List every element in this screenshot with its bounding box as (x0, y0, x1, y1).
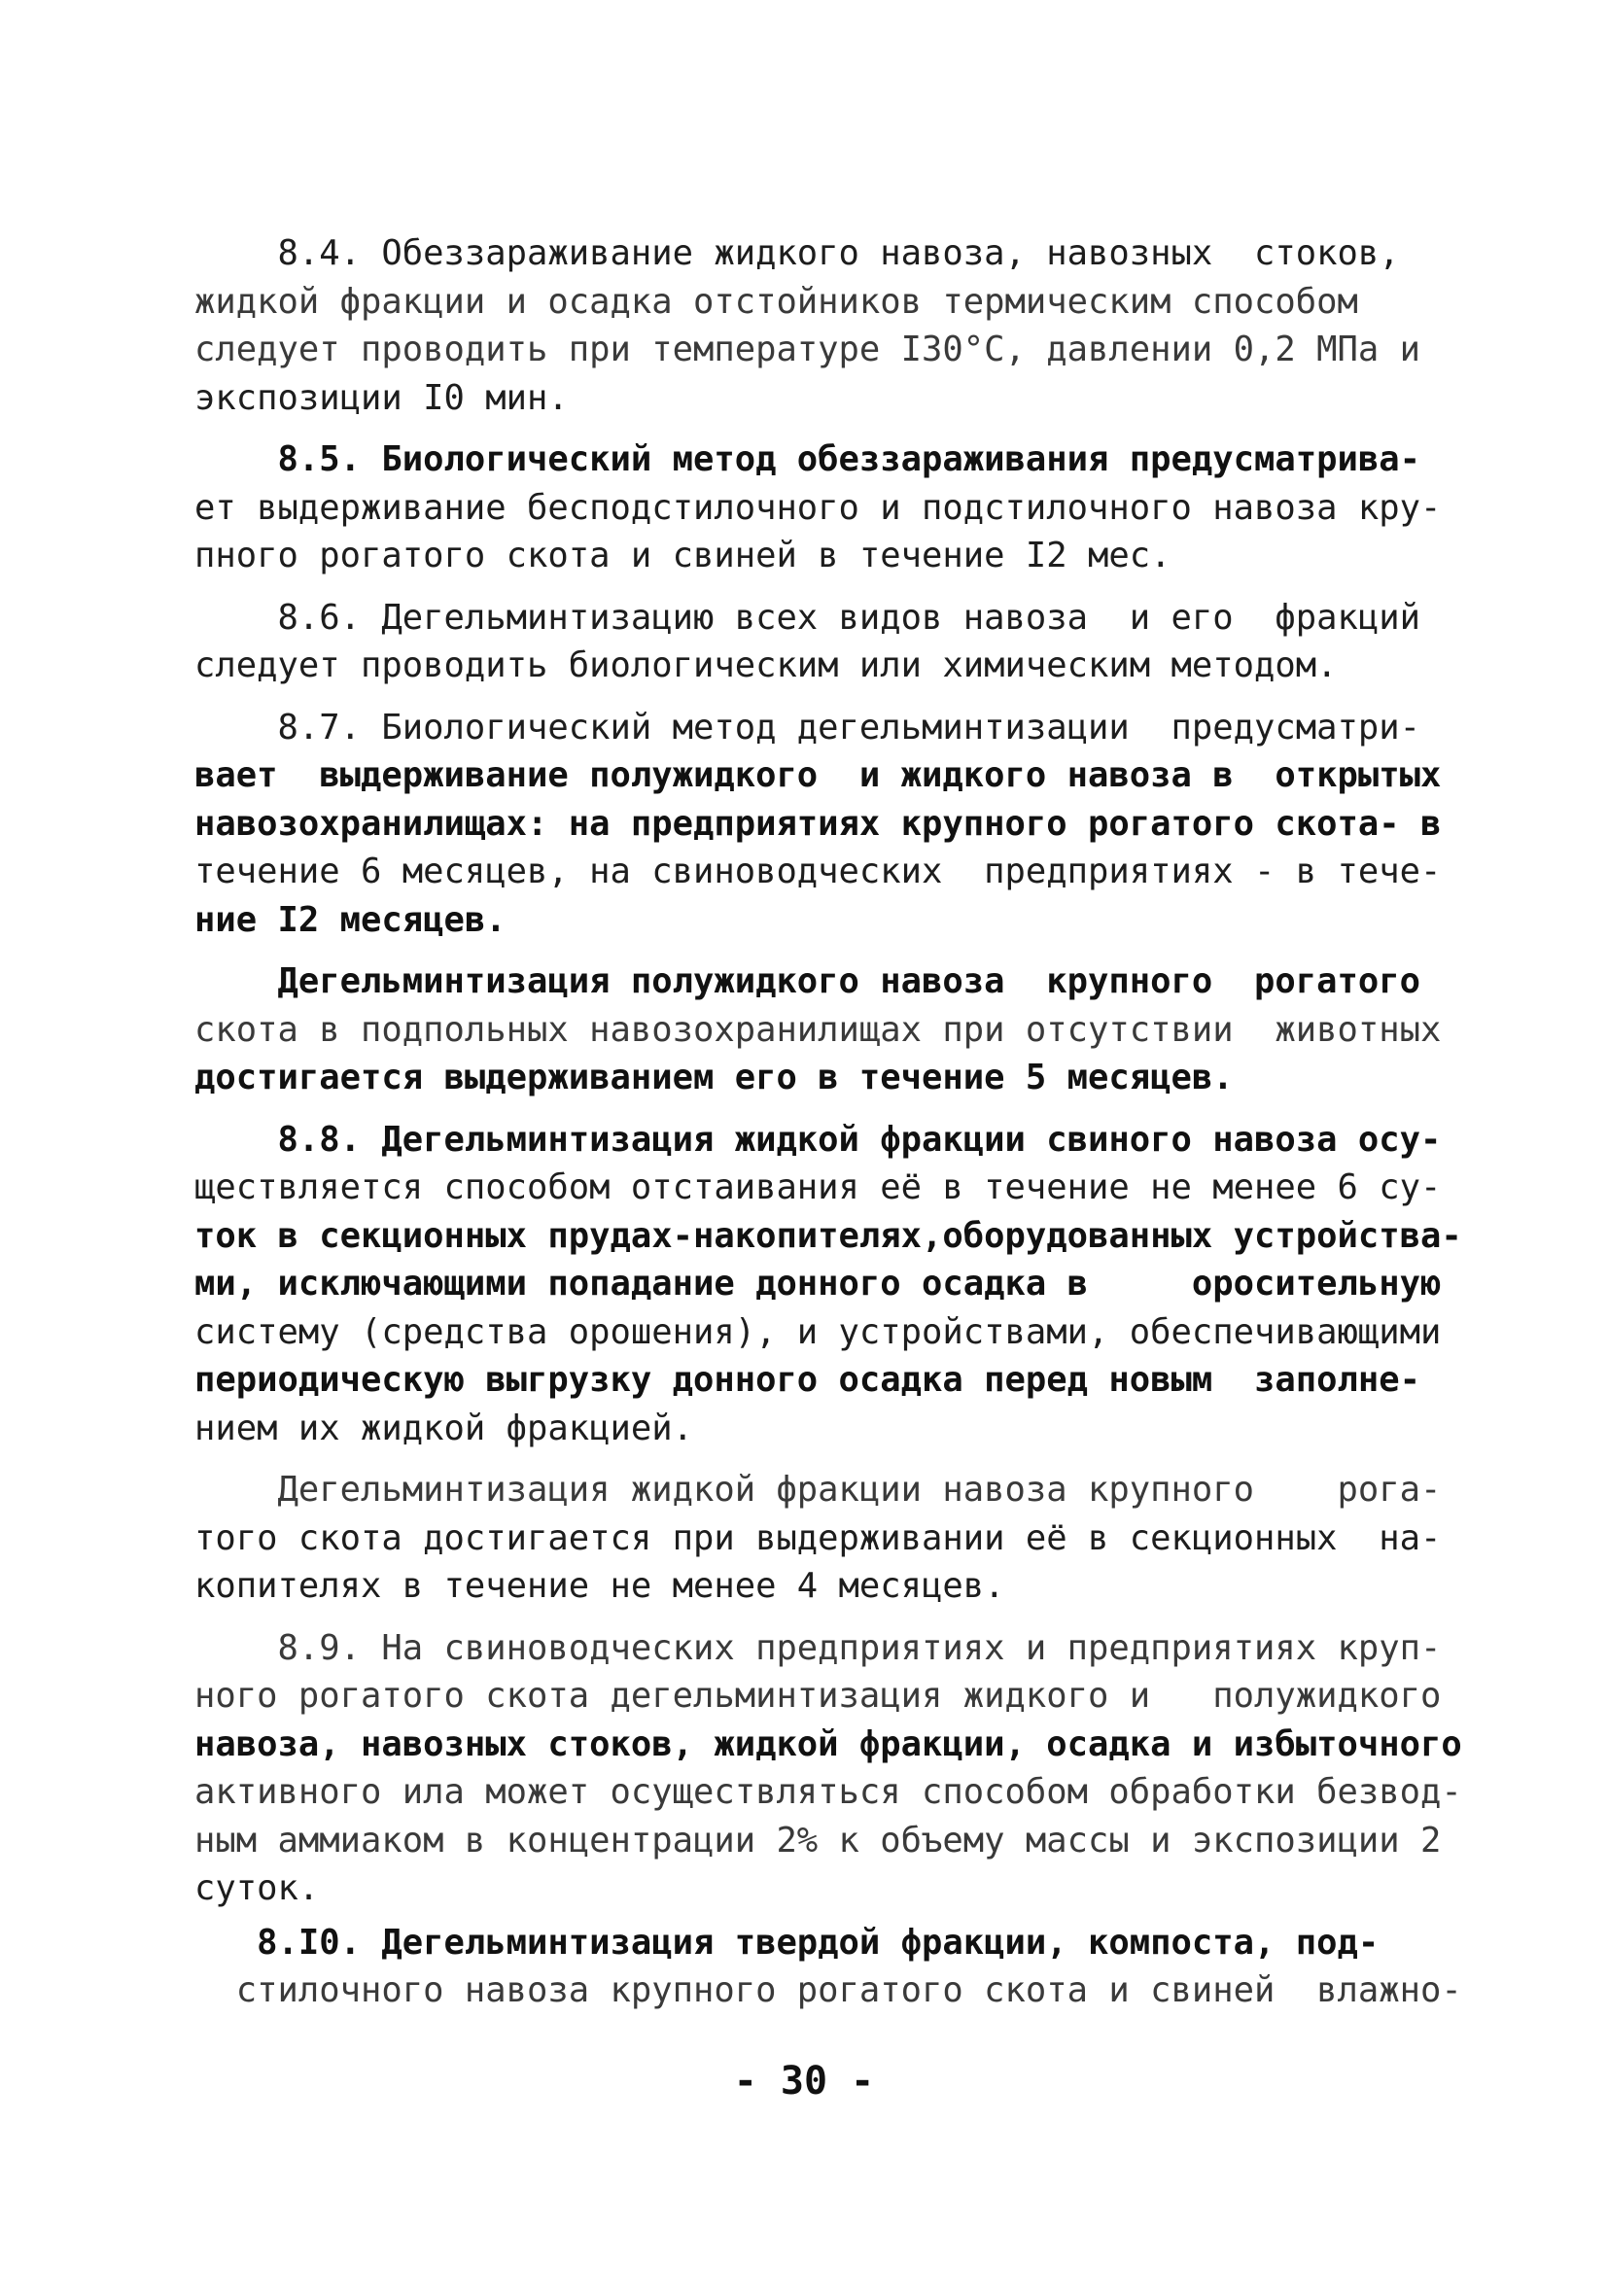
text-line: 8.6. Дегельминтизацию всех видов навоза и его фракций (194, 597, 1420, 638)
paragraph-8-5 (194, 435, 1442, 580)
text-line: ми, исключающими попадание донного осадка в оросительную (194, 1264, 1442, 1304)
text-line: ного рогатого скота дегельминтизация жидкого и полужидкого (194, 1676, 1442, 1716)
document-body (194, 229, 1462, 2015)
text-line: экспозиции I0 мин. (194, 377, 569, 418)
paragraph-8-7-continued (194, 957, 1442, 1102)
page-number: - 30 - (733, 2059, 875, 2104)
text-line: ток в секционных прудах-накопителях,оборудованных устройства- (194, 1215, 1462, 1256)
text-line: ным аммиаком в концентрации 2% к объему массы и экспозиции 2 (194, 1820, 1442, 1861)
text-line: суток. (194, 1868, 320, 1908)
text-line: систему (средства орошения), и устройствами, обеспечивающими (194, 1311, 1442, 1352)
text-line: ние I2 месяцев. (194, 899, 507, 940)
paragraph-8-6 (194, 594, 1420, 690)
text-line: навоза, навозных стоков, жидкой фракции, осадка и избыточного (194, 1723, 1462, 1764)
text-line: нием их жидкой фракцией. (194, 1408, 693, 1448)
text-line: Дегельминтизация полужидкого навоза крупного рогатого (194, 961, 1420, 1001)
text-line: периодическую выгрузку донного осадка перед новым заполне- (194, 1360, 1420, 1400)
text-line: 8.7. Биологический метод дегельминтизации предусматри- (194, 707, 1420, 748)
paragraph-8-10 (194, 1919, 1462, 2015)
text-line: пного рогатого скота и свиней в течение I2 мес. (194, 536, 1171, 575)
text-line: Дегельминтизация жидкой фракции навоза крупного рога- (194, 1470, 1442, 1510)
text-line: течение 6 месяцев, на свиноводческих предприятиях - в тече- (194, 852, 1442, 891)
text-line: ет выдерживание бесподстилочного и подстилочного навоза кру- (194, 487, 1442, 528)
paragraph-8-4 (194, 229, 1420, 422)
text-line: стилочного навоза крупного рогатого скота и свиней влажно- (194, 1970, 1462, 2010)
text-line: 8.8. Дегельминтизация жидкой фракции свиного навоза осу- (194, 1119, 1442, 1160)
text-line: следует проводить при температуре I30°С, давлении 0,2 МПа и (194, 330, 1420, 369)
text-line: того скота достигается при выдерживании её в секционных на- (194, 1517, 1442, 1558)
text-line: ществляется способом отстаивания её в течение не менее 6 су- (194, 1167, 1442, 1207)
text-line: 8.9. На свиноводческих предприятиях и предприятиях круп- (194, 1627, 1442, 1668)
text-line: следует проводить биологическим или химическим методом. (194, 645, 1338, 685)
paragraph-8-7 (194, 704, 1442, 945)
paragraph-8-9 (194, 1624, 1462, 1913)
text-line: активного ила может осуществляться способом обработки безвод- (194, 1772, 1462, 1812)
text-line: 8.5. Биологический метод обеззараживания предусматрива- (194, 439, 1420, 479)
text-line: навозохранилищах: на предприятиях крупного рогатого скота- в (194, 803, 1442, 844)
text-line: жидкой фракции и осадка отстойников термическим способом (194, 281, 1358, 322)
text-line: 8.4. Обеззараживание жидкого навоза, навозных стоков, (194, 233, 1400, 273)
text-line: 8.I0. Дегельминтизация твердой фракции, компоста, под- (194, 1922, 1380, 1963)
paragraph-8-8 (194, 1116, 1462, 1453)
text-line: копителях в течение не менее 4 месяцев. (194, 1566, 1005, 1606)
paragraph-8-8-continued (194, 1466, 1442, 1611)
text-line: достигается выдерживанием его в течение 5 месяцев. (194, 1058, 1234, 1097)
text-line: вает выдерживание полужидкого и жидкого навоза в открытых (194, 755, 1442, 795)
text-line: скота в подпольных навозохранилищах при отсутствии животных (194, 1009, 1442, 1050)
